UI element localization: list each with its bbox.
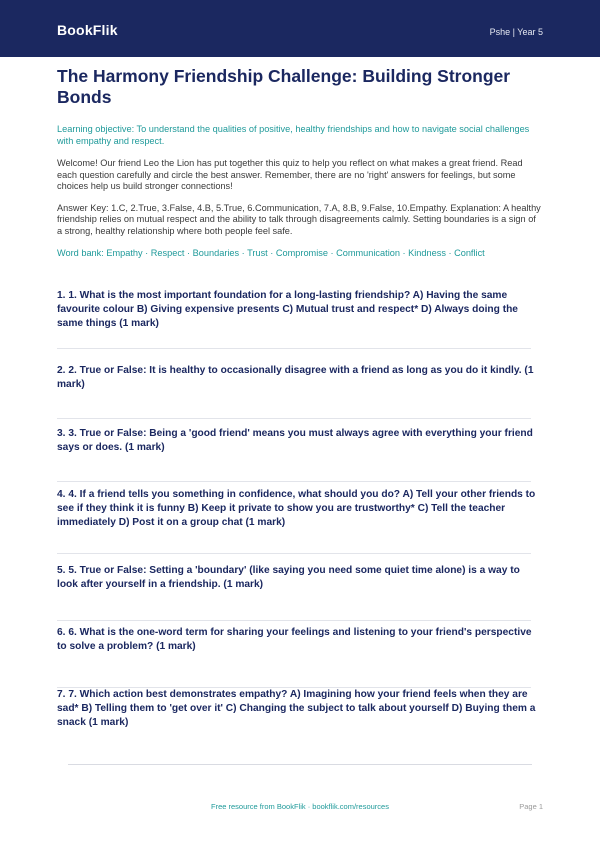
question-6: 6. 6. What is the one-word term for sharing your feelings and listening to your friend's perspective to solve a problem? (1 mark) [57, 627, 532, 652]
answer-line-2 [57, 418, 531, 419]
answer-line-1 [57, 348, 531, 349]
answer-line-3 [57, 481, 531, 482]
intro-paragraph: Welcome! Our friend Leo the Lion has put together this quiz to help you reflect on what makes a great friend. Read each question carefully and circle the best answer. Remember, there are no 'right' answers for feelings, but some choices help us build stronger connections! [57, 158, 523, 191]
brand-logo-text: BookFlik [57, 22, 118, 38]
question-7: 7. 7. Which action best demonstrates empathy? A) Imagining how your friend feels when they are sad* B) Telling them to 'get over it' C) Changing the subject to talk about yourself D) Buying them a snack (1 mark) [57, 689, 536, 728]
learning-objective: Learning objective: To understand the qualities of positive, healthy friendships and how to navigate social challenges with empathy and respect. [57, 124, 530, 146]
question-3: 3. 3. True or False: Being a 'good friend' means you must always agree with everything your friend says or does. (1 mark) [57, 428, 533, 453]
answer-line-4 [57, 553, 531, 554]
subject-year-label: Pshe | Year 5 [489, 27, 543, 37]
top-header-bar [0, 0, 600, 57]
question-4: 4. 4. If a friend tells you something in confidence, what should you do? A) Tell your other friends to see if they think it is funny B) Keep it private to show you are trustworthy* C) Tell the teacher immediately D) Post it on a group chat (1 mark) [57, 489, 536, 528]
footer-credit: Free resource from BookFlik · bookflik.com/resources [211, 802, 389, 811]
answer-line-5 [57, 620, 531, 621]
page-title: The Harmony Friendship Challenge: Building Stronger Bonds [57, 66, 511, 107]
worksheet-intro [57, 66, 543, 260]
footer-divider [68, 764, 532, 765]
question-1: 1. 1. What is the most important foundation for a long-lasting friendship? A) Having the same favourite colour B) Giving expensive presents C) Mutual trust and respect* D) Always doing the same things (1 mark) [57, 290, 518, 329]
question-2: 2. 2. True or False: It is healthy to occasionally disagree with a friend as long as you do it kindly. (1 mark) [57, 365, 534, 390]
word-bank: Word bank: Empathy · Respect · Boundaries · Trust · Compromise · Communication · Kindness · Conflict [57, 248, 485, 258]
question-5: 5. 5. True or False: Setting a 'boundary' (like saying you need some quiet time alone) is a way to look after yourself in a friendship. (1 mark) [57, 565, 520, 590]
answer-key-paragraph: Answer Key: 1.C, 2.True, 3.False, 4.B, 5.True, 6.Communication, 7.A, 8.B, 9.False, 10.Empathy. Explanation: A healthy friendship relies on mutual respect and the ability to talk through disagreements calmly. Setting boundaries is a sign of a strong, healthy relationship where both people feel safe. [57, 202, 541, 236]
page-number: Page 1 [519, 802, 543, 811]
